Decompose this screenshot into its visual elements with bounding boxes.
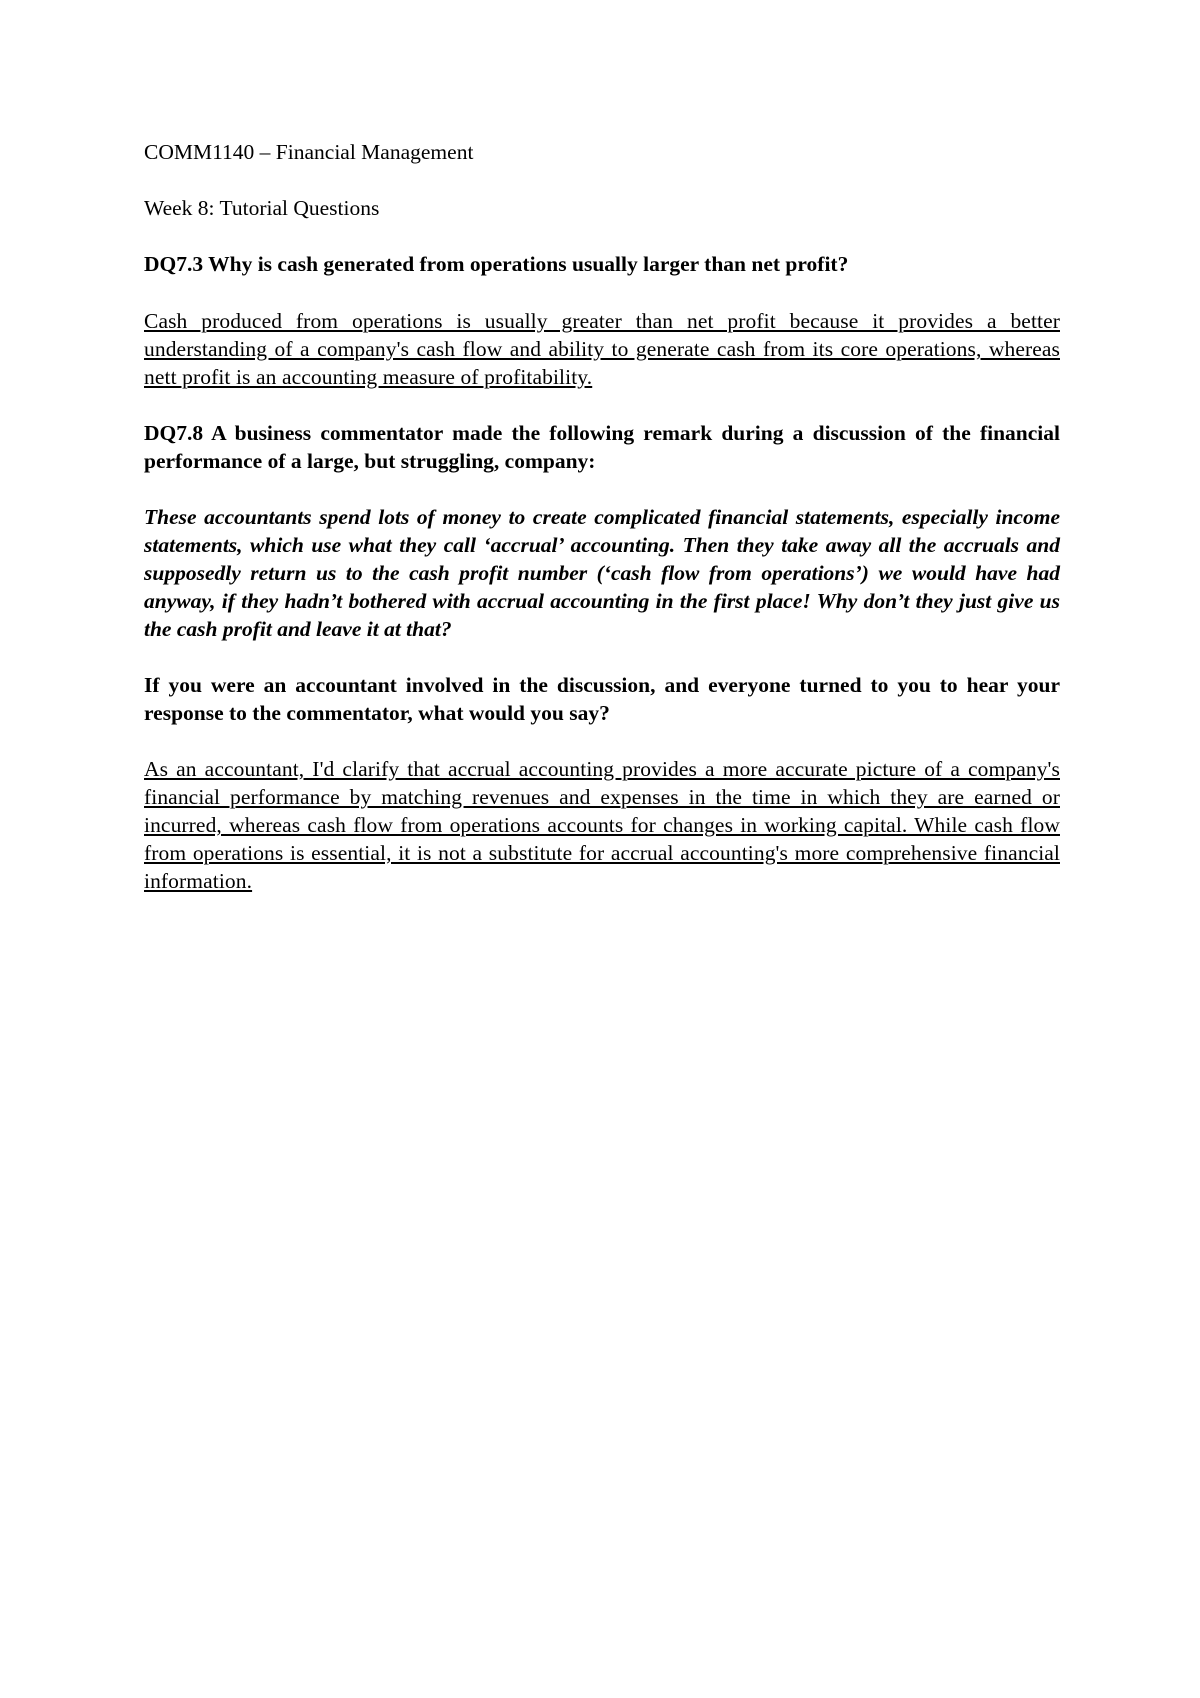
- document-page: [144, 138, 1060, 917]
- course-title: COMM1140 – Financial Management: [144, 140, 474, 164]
- answer-dq7-3: Cash produced from operations is usually greater than net profit because it provides a better understanding of a company's cash flow and ability to generate cash from its core operations, whereas nett profit is an accounting measure of profitability.: [144, 309, 1060, 389]
- answer-dq7-8: As an accountant, I'd clarify that accrual accounting provides a more accurate picture of a company's financial performance by matching revenues and expenses in the time in which they are earned or incurred, whereas cash flow from operations accounts for changes in working capital. While cash flow from operations is essential, it is not a substitute for accrual accounting's more comprehensive financial information.: [144, 757, 1060, 893]
- question-dq7-3: DQ7.3 Why is cash generated from operations usually larger than net profit?: [144, 252, 849, 276]
- question-response-prompt: If you were an accountant involved in the discussion, and everyone turned to you to hear your response to the commentator, what would you say?: [144, 673, 1060, 725]
- question-dq7-8: DQ7.8 A business commentator made the following remark during a discussion of the financial performance of a large, but struggling, company:: [144, 421, 1060, 473]
- commentator-quote: These accountants spend lots of money to create complicated financial statements, especially income statements, which use what they call ‘accrual’ accounting. Then they take away all the accruals and supposedly return us to the cash profit number (‘cash flow from operations’) we would have had anyway, if they hadn’t bothered with accrual accounting in the first place! Why don’t they just give us the cash profit and leave it at that?: [144, 505, 1060, 641]
- week-title: Week 8: Tutorial Questions: [144, 196, 380, 220]
